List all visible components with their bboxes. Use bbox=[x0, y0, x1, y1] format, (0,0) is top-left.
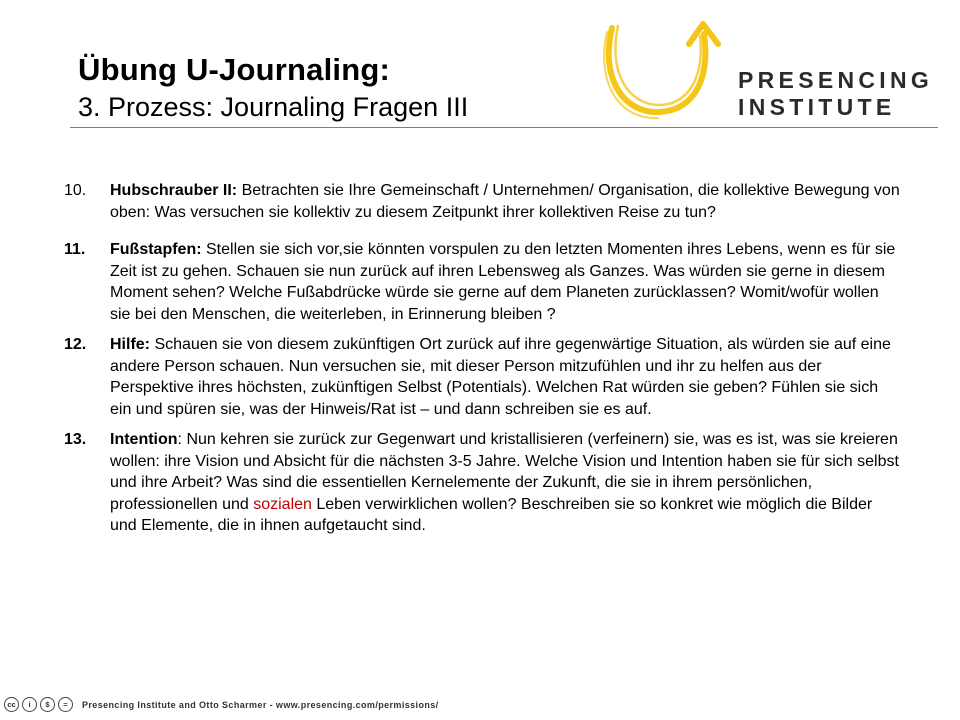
item-text bbox=[110, 239, 900, 325]
item-text bbox=[110, 334, 900, 420]
item-body: : Nun kehren sie zurück zur Gegenwart und kristallisieren (verfeinern) sie, was es ist, was sie kreieren wollen: ihre Vision und Absicht für die nächsten 3-5 Jahre. Welche Vision und Intention haben sie für sich selbst und ihre Arbeit? Was sind die essentiellen Kernelemente der Zukunft, die sie in ihrem persönlichen, professionellen und bbox=[110, 431, 899, 513]
item-text bbox=[110, 429, 900, 537]
slide-title: Übung U-Journaling: bbox=[78, 52, 391, 87]
creative-commons-icon: cc bbox=[4, 697, 19, 712]
item-text bbox=[110, 180, 900, 223]
item-body: Schauen sie von diesem zukünftigen Ort zurück auf ihre gegenwärtige Situation, als würden sie auf eine andere Person schauen. Nun versuchen sie, mit dieser Person mitzufühlen und ihr zu helfen aus der Perspektive ihres höchsten, zukünftigen Selbst (Potentials). Welchen Rat würden sie geben? Fühlen sie sich ein und spüren sie, was der Hinweis/Rat ist – und dann schreiben sie es auf. bbox=[110, 336, 891, 418]
header-divider bbox=[70, 127, 938, 128]
item-body: Stellen sie sich vor,sie könnten vorspulen zu den letzten Momenten ihres Lebens, wenn es für sie Zeit ist zu gehen. Schauen sie nun zurück auf ihren Lebensweg als Ganzes. Was würden sie gerne in diesem Moment sehen? Welche Fußabdrücke würde sie gerne auf dem Planeten zurücklassen? Womit/wofür wollen sie bei den Menschen, die weiterleben, in Erinnerung bleiben ? bbox=[110, 241, 896, 323]
license-text: Presencing Institute and Otto Scharmer - www.presencing.com/permissions/ bbox=[82, 699, 439, 710]
item-keyword: Intention bbox=[110, 431, 178, 448]
question-list bbox=[64, 180, 904, 537]
logo-line-2: INSTITUTE bbox=[738, 94, 896, 120]
presencing-logo-u-icon bbox=[594, 14, 744, 124]
item-body-end: Leben verwirklichen wollen? Beschreiben sie so konkret wie möglich die Bilder und Elemente, die in ihnen aufgetaucht sind. bbox=[110, 495, 873, 534]
noncommercial-icon: $ bbox=[40, 697, 55, 712]
logo-line-1: PRESENCING bbox=[738, 67, 934, 93]
list-item bbox=[64, 429, 904, 537]
item-number: 13. bbox=[64, 431, 87, 448]
list-item bbox=[64, 334, 904, 420]
item-body: Betrachten sie Ihre Gemeinschaft / Unternehmen/ Organisation, die kollektive Bewegung von oben: Was versuchen sie kollektiv zu diesem Zeitpunkt ihrer kollektiven Reise zu tun? bbox=[110, 182, 900, 221]
item-keyword: Fußstapfen: bbox=[110, 241, 202, 258]
list-item bbox=[64, 239, 904, 325]
item-number: 10. bbox=[64, 182, 87, 199]
slide-title-block bbox=[78, 52, 468, 124]
license-footer bbox=[4, 697, 439, 712]
item-highlight: sozialen bbox=[253, 495, 312, 513]
item-number: 12. bbox=[64, 336, 87, 353]
noderivatives-icon: = bbox=[58, 697, 73, 712]
presencing-logo-text bbox=[738, 67, 933, 121]
list-item bbox=[64, 180, 904, 223]
item-keyword: Hilfe: bbox=[110, 336, 150, 353]
item-number: 11. bbox=[64, 241, 86, 258]
slide-subtitle: 3. Prozess: Journaling Fragen III bbox=[78, 92, 469, 122]
attribution-icon: i bbox=[22, 697, 37, 712]
item-keyword: Hubschrauber II: bbox=[110, 182, 238, 199]
